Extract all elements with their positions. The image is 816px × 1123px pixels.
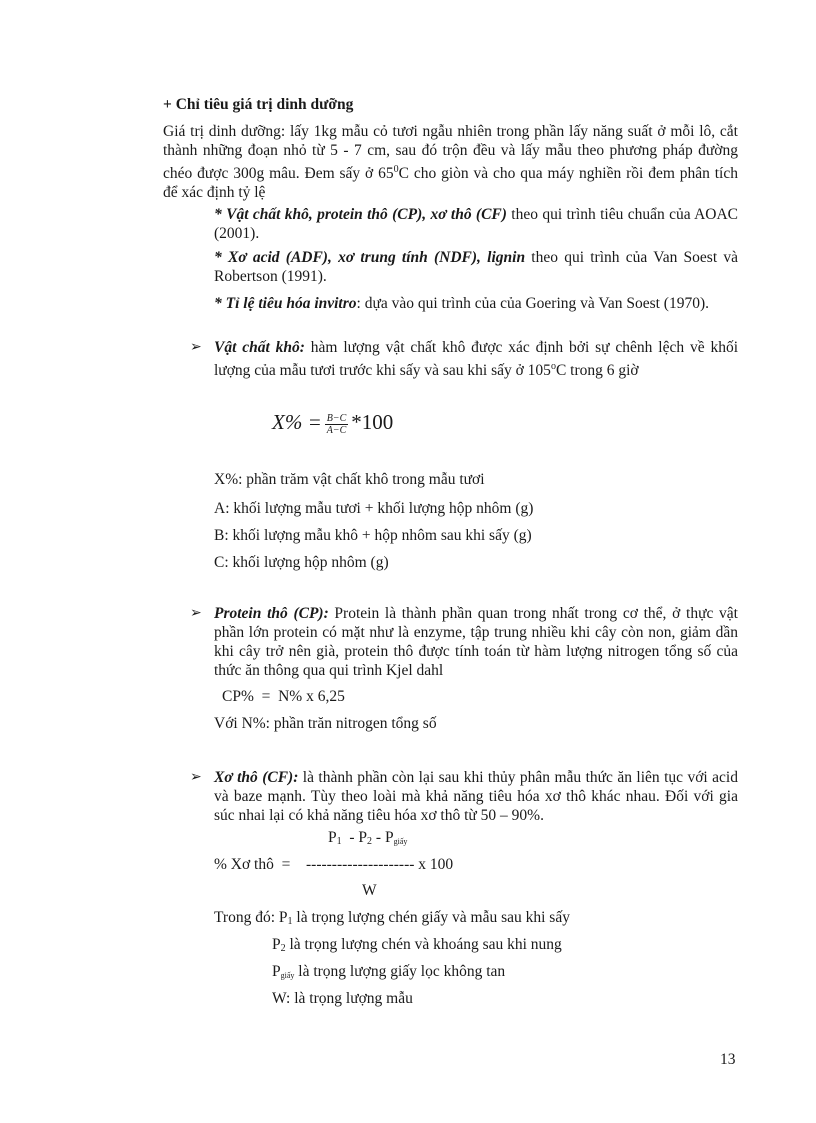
dry-matter-paragraph: Vật chất khô: hàm lượng vật chất khô được xác định bởi sự chênh lệch về khối lượng của mẫu tươi trước khi sấy và sau khi sấy ở 105$^o$C trong 6 giờ	[214, 339, 738, 379]
bullet-arrow-icon: ➢	[190, 769, 202, 785]
section-heading: + Chỉ tiêu giá trị dinh dưỡng	[163, 96, 354, 113]
protein-note: Với N%: phần trăn nitrogen tổng số	[214, 715, 437, 732]
fiber-where-line: Pgiấy là trọng lượng giấy lọc không tan	[272, 963, 506, 980]
definition-line: A: khối lượng mẫu tươi + khối lượng hộp nhôm (g)	[214, 500, 534, 517]
bullet-arrow-icon: ➢	[190, 339, 202, 355]
page-number: 13	[720, 1051, 736, 1068]
fiber-formula-denominator: W	[362, 882, 377, 899]
fiber-where-line: Trong đó: $P_1$ là trọng lượng chén giấy và mẫu sau khi sấy	[214, 909, 570, 927]
formula-fraction: $\frac{B-C}{A-C}$	[326, 412, 347, 436]
intro-paragraph: Giá trị dinh dưỡng: lấy 1kg mẫu cỏ tươi ngẫu nhiên trong phần lấy năng suất ở mỗi lô, cắt thành những đoạn nhỏ từ 5 - 7 cm, sau đó trộn đều và lấy mẫu theo phương pháp đường chéo được 300g mâu. Đem sấy ở $65^0C$ cho giòn và cho qua máy nghiền rồi đem phân tích để xác định tỷ lệ	[163, 123, 738, 201]
item-2: * Xơ acid (ADF), xơ trung tính (NDF), lignin theo qui trình của Van Soest và Robertson (1991).	[214, 249, 738, 285]
protein-formula: CP% = N% x 6,25	[222, 688, 345, 705]
item-3: * Tỉ lệ tiêu hóa invitro: dựa vào qui trình của của Goering và Van Soest (1970).	[214, 295, 710, 312]
definition-line: X%: phần trăm vật chất khô trong mẫu tươi	[214, 471, 485, 488]
crude-protein-paragraph: Protein thô (CP): Protein là thành phần quan trong nhất trong cơ thể, ở thực vật phần lớn protein có mặt như là enzyme, tập trung nhiều khi cây còn non, giảm dần khi cây trở nên già, protein thô được tính toán từ hàm lượng nitrogen tổng số của thức ăn thông qua qui trình Kjel dahl	[214, 605, 738, 679]
dry-matter-formula: X% = $\frac{B-C}{A-C}$ *100	[272, 410, 394, 436]
fiber-where-line: W: là trọng lượng mẫu	[272, 990, 413, 1007]
definition-line: B: khối lượng mẫu khô + hộp nhôm sau khi sấy (g)	[214, 527, 532, 544]
item-1: * Vật chất khô, protein thô (CP), xơ thô (CF) theo qui trình tiêu chuẩn của AOAC (2001).	[214, 206, 738, 242]
bullet-arrow-icon: ➢	[190, 605, 202, 621]
definition-line: C: khối lượng hộp nhôm (g)	[214, 554, 389, 571]
crude-fiber-paragraph: Xơ thô (CF): là thành phần còn lại sau khi thủy phân mẫu thức ăn liên tục với acid và baze mạnh. Tùy theo loài mà khả năng tiêu hóa xơ thô khác nhau. Đối với gia súc nhai lại có khả năng tiêu hóa xơ thô từ 50 – 90%.	[214, 769, 738, 824]
fiber-formula-dashes: --------------------- x 100	[306, 856, 454, 873]
fiber-where-line: $P_2$ là trọng lượng chén và khoáng sau khi nung	[272, 936, 562, 954]
fiber-formula-lhs: % Xơ thô =	[214, 856, 291, 873]
fiber-formula-numerator: $P_1 - P_2$ - Pgiấy	[328, 829, 408, 847]
